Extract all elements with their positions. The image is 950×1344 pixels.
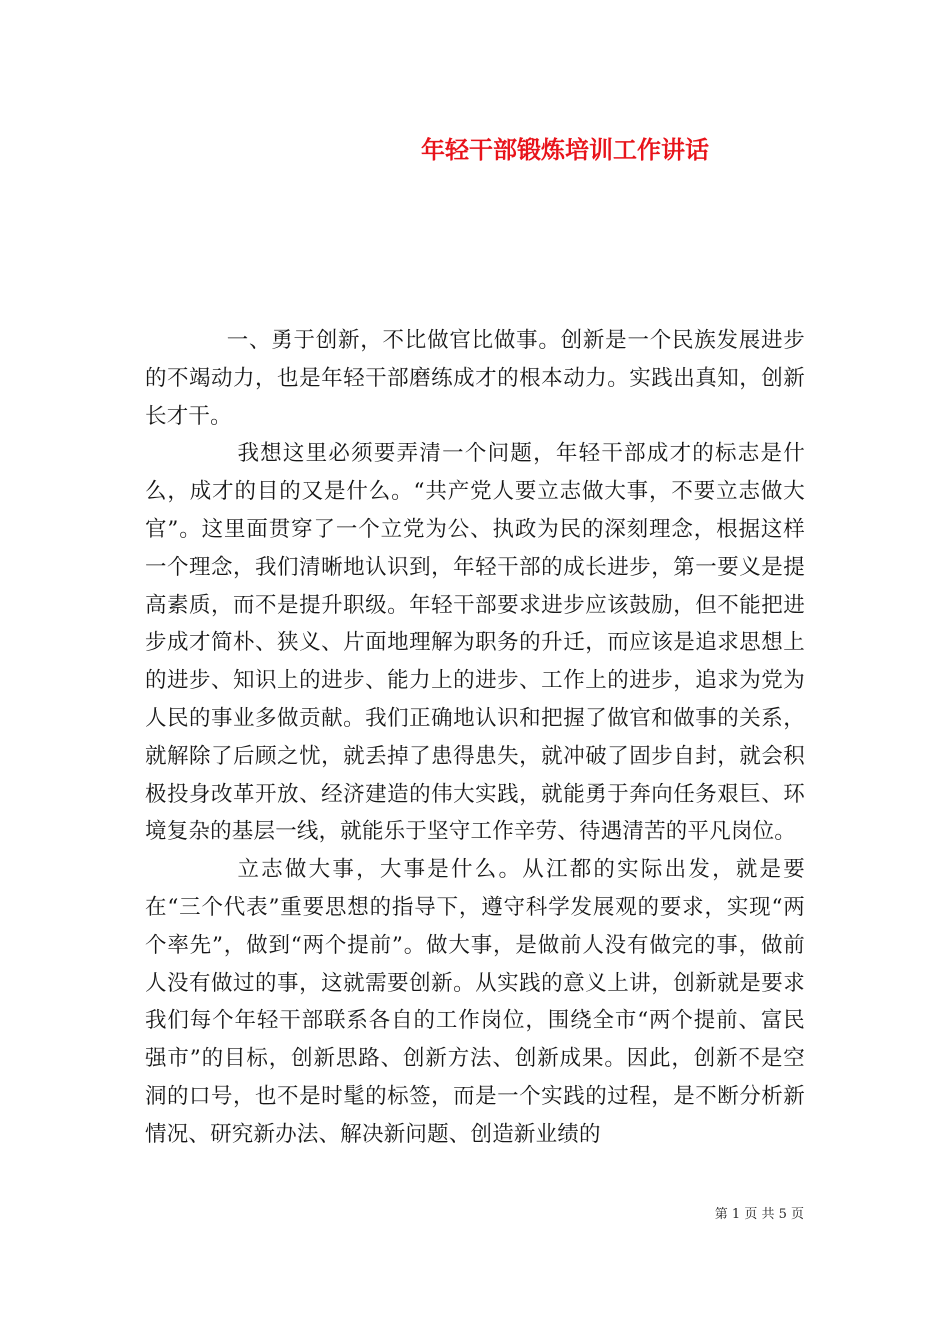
paragraph-3: 立志做大事，大事是什么。从江都的实际出发，就是要在“三个代表”重要思想的指导下，遵守科学发展观的要求，实现“两个率先”，做到“两个提前”。做大事，是做前人没有做完的事，做前人没有做过的事，这就需要创新。从实践的意义上讲，创新就是要求我们每个年轻干部联系各自的工作岗位，围绕全市“两个提前、富民强市”的目标，创新思路、创新方法、创新成果。因此，创新不是空洞的口号，也不是时髦的标签，而是一个实践的过程，是不断分析新情况、研究新办法、解决新问题、创造新业绩的 — [145, 857, 805, 1147]
page-number: 第 1 页 共 5 页 — [714, 1207, 804, 1222]
document-body — [145, 322, 805, 1154]
paragraph-1: 一、勇于创新，不比做官比做事。创新是一个民族发展进步的不竭动力，也是年轻干部磨练成才的根本动力。实践出真知，创新长才干。 — [145, 328, 805, 429]
paragraph-2: 我想这里必须要弄清一个问题，年轻干部成才的标志是什么，成才的目的又是什么。“共产党人要立志做大事，不要立志做大官”。这里面贯穿了一个立党为公、执政为民的深刻理念，根据这样一个理念，我们清晰地认识到，年轻干部的成长进步，第一要义是提高素质，而不是提升职级。年轻干部要求进步应该鼓励，但不能把进步成才简朴、狭义、片面地理解为职务的升迁，而应该是追求思想上的进步、知识上的进步、能力上的进步、工作上的进步，追求为党为人民的事业多做贡献。我们正确地认识和把握了做官和做事的关系，就解除了后顾之忧，就丢掉了患得患失，就冲破了固步自封，就会积极投身改革开放、经济建造的伟大实践，就能勇于奔向任务艰巨、环境复杂的基层一线，就能乐于坚守工作辛劳、待遇清苦的平凡岗位。 — [145, 441, 805, 845]
document-title: 年轻干部锻炼培训工作讲话 — [421, 135, 709, 164]
